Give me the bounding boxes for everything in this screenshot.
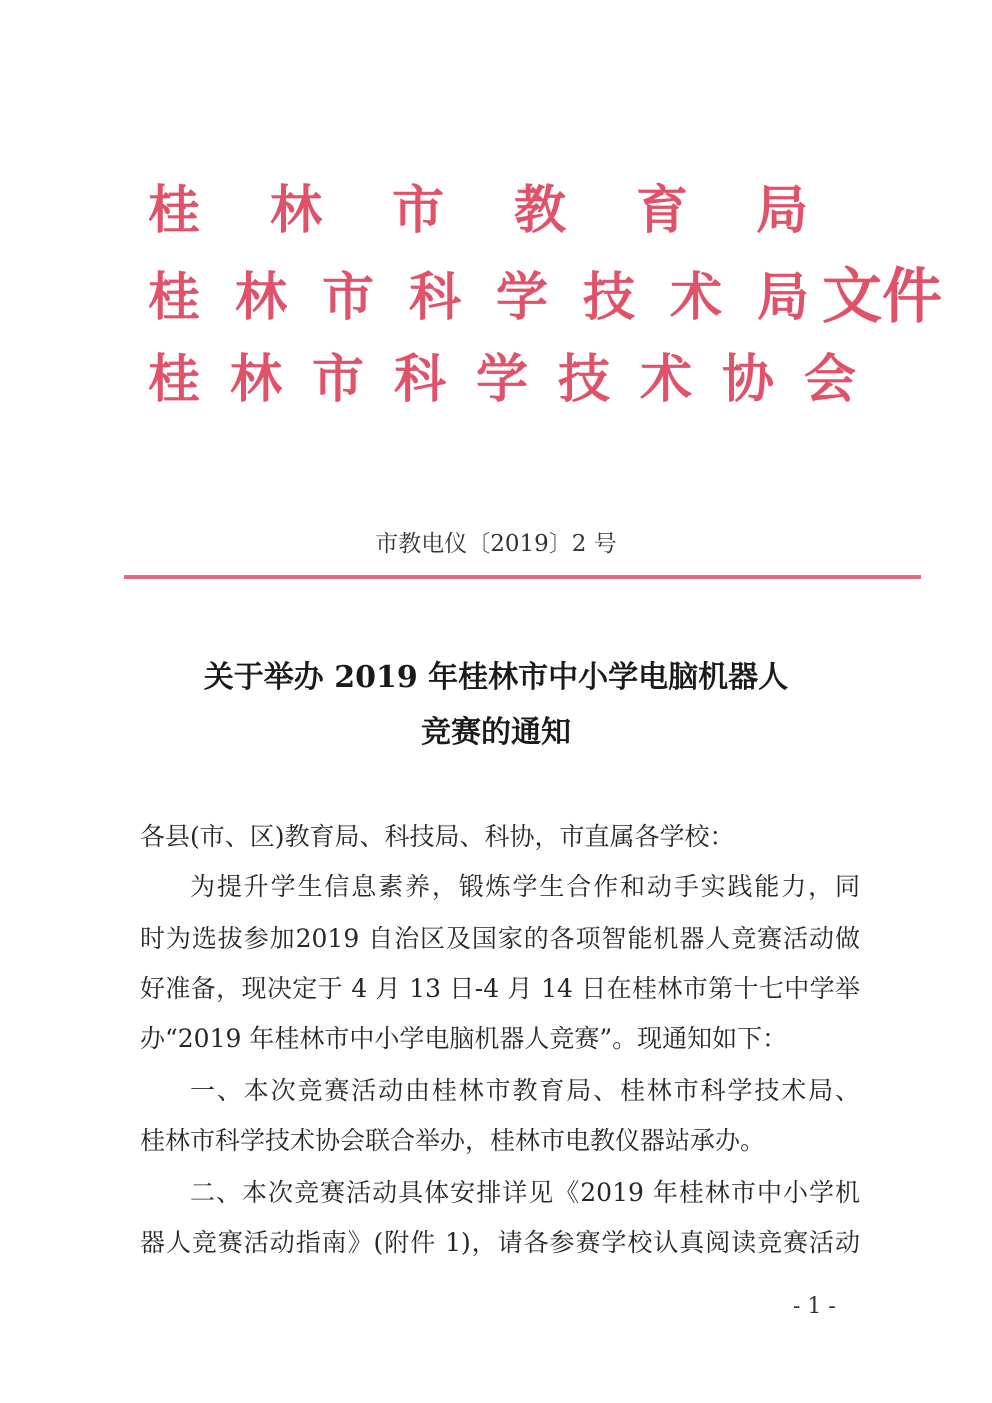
notice-title-line-1: 关于举办 2019 年桂林市中小学电脑机器人 [203,660,789,695]
body-line: 二、本次竞赛活动具体安排详见《2019 年桂林市中小学机 [190,1178,860,1207]
header-char: 局 [757,268,810,328]
header-char: 术 [670,268,723,328]
header-char: 学 [496,268,549,328]
header-char: 桂 [148,268,201,328]
header-char: 学 [476,350,529,410]
body-line: 为提升学生信息素养，锻炼学生合作和动手实践能力，同 [190,872,860,901]
header-char: 科 [409,268,462,328]
header-char: 技 [583,268,636,328]
body-line: 时为选拔参加2019 自治区及国家的各项智能机器人竞赛活动做 [140,924,860,953]
header-char: 科 [394,350,447,410]
header-char: 术 [640,350,693,410]
header-divider-rule [124,575,921,579]
body-line: 好准备，现决定于 4 月 13 日-4 月 14 日在桂林市第十七中学举 [140,974,860,1003]
header-char: 桂 [148,350,201,410]
header-char: 会 [804,350,857,410]
header-char: 局 [756,181,809,241]
header-char: 教 [514,181,567,241]
header-char: 林 [270,181,323,241]
document-number: 市教电仪〔2019〕2 号 [375,531,617,557]
header-char: 协 [722,350,775,410]
header-char: 育 [636,181,689,241]
body-line: 器人竞赛活动指南》(附件 1)，请各参赛学校认真阅读竞赛活动 [140,1228,860,1257]
page-number: - 1 - [793,1294,836,1319]
body-line: 办“2019 年桂林市中小学电脑机器人竞赛”。现通知如下： [140,1024,788,1053]
body-line: 一、本次竞赛活动由桂林市教育局、桂林市科学技术局、 [190,1076,860,1105]
header-char: 市 [322,268,375,328]
notice-title-line-2: 竞赛的通知 [421,715,571,750]
header-char: 市 [312,350,365,410]
header-char: 林 [235,268,288,328]
header-char: 技 [558,350,611,410]
header-char: 林 [230,350,283,410]
header-document-suffix: 文件 [822,262,942,332]
addressee-line: 各县(市、区)教育局、科技局、科协，市直属各学校： [140,822,735,851]
header-char: 市 [392,181,445,241]
header-char: 桂 [148,181,201,241]
body-line: 桂林市科学技术协会联合举办，桂林市电教仪器站承办。 [140,1126,766,1155]
